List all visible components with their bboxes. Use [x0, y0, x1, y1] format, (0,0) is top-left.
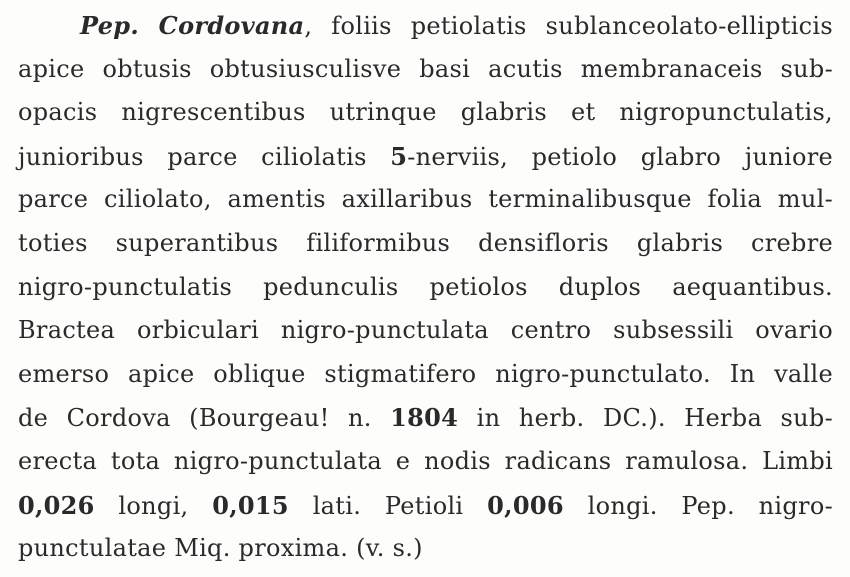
text-run: longi, [94, 491, 213, 520]
nerve-count: 5 [390, 141, 408, 171]
text-run: longi. Pep. nigro- [563, 491, 833, 520]
text-run: apice obtusis obtusiusculisve basi acutis membranaceis sub- [18, 54, 833, 83]
limb-length: 0,026 [18, 490, 95, 520]
text-run: , foliis petiolatis sublanceolato-ellipticis [304, 12, 834, 40]
text-run: opacis nigrescentibus utrinque glabris et nigropunctulatis, [18, 98, 833, 127]
text-line [18, 266, 833, 310]
limb-width: 0,015 [212, 490, 289, 520]
text-run: lati. Petioli [288, 491, 488, 520]
text-line [18, 309, 833, 353]
specimen-number: 1804 [390, 403, 459, 433]
species-name: Pep. Cordovana [80, 11, 305, 40]
text-run: emerso apice oblique stigmatifero nigro-punctulato. In valle [18, 359, 833, 388]
text-run: junioribus parce ciliolatis [18, 142, 391, 171]
text-run: toties superantibus filiformibus densifloris glabris crebre [18, 228, 833, 257]
text-line [18, 4, 833, 48]
text-run: Bractea orbiculari nigro-punctulata centro subsessili ovario [18, 316, 833, 345]
species-description [18, 4, 833, 571]
text-run: parce ciliolato, amentis axillaribus terminalibusque folia mul- [18, 185, 833, 214]
text-run: nigro-punctulatis pedunculis petiolos duplos aequantibus. [18, 272, 833, 301]
text-line [18, 527, 833, 571]
petiole-length: 0,006 [487, 490, 564, 520]
text-line [18, 48, 833, 92]
text-line [18, 484, 833, 528]
text-run: erecta tota nigro-punctulata e nodis radicans ramulosa. Limbi [18, 446, 833, 475]
text-line [18, 353, 833, 397]
text-line [18, 222, 833, 266]
text-line [18, 135, 833, 179]
text-run: de Cordova (Bourgeau! n. [18, 404, 391, 433]
text-line [18, 178, 833, 222]
text-run: punctulatae Miq. proxima. (v. s.) [18, 534, 423, 563]
text-line [18, 440, 833, 484]
text-line [18, 396, 833, 440]
text-run: -nerviis, petiolo glabro juniore [407, 142, 833, 171]
text-run: in herb. DC.). Herba sub- [458, 404, 833, 433]
text-line [18, 91, 833, 135]
